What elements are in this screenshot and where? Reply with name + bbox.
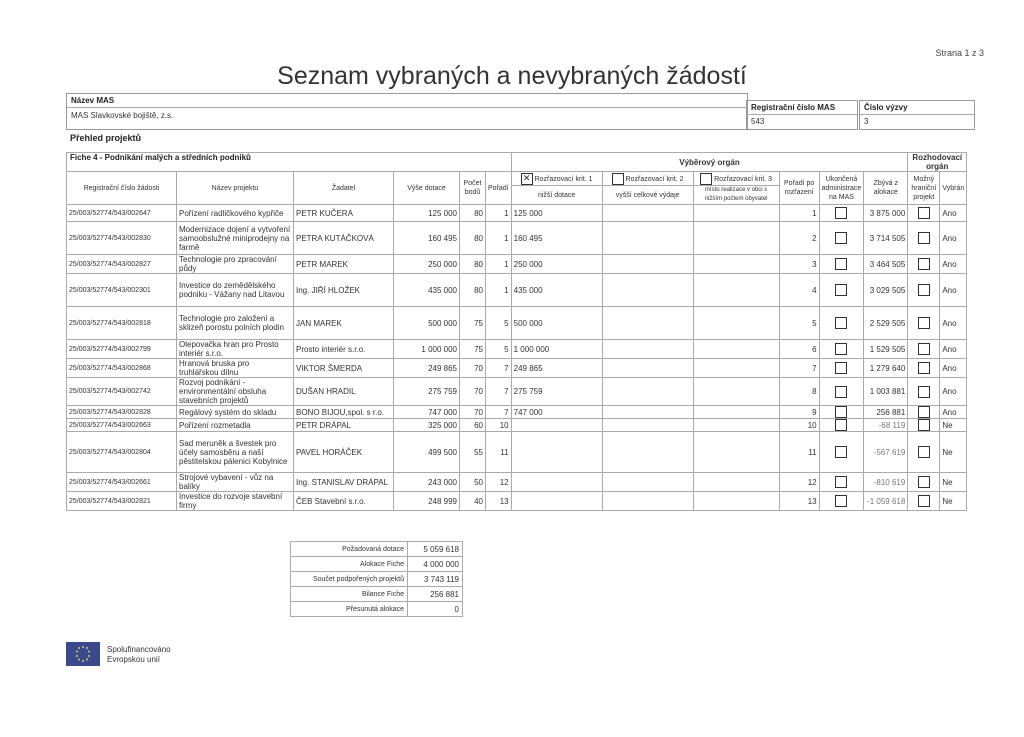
reg-no-cell: 25/003/52774/543/002830 (67, 222, 177, 255)
header-selected: Vybrán (940, 172, 967, 205)
header-amount: Výše dotace (394, 172, 460, 205)
header-crit2-sub: vyšší celkové výdaje (602, 186, 693, 205)
checkbox[interactable] (835, 495, 847, 507)
amount-cell: 243 000 (394, 473, 460, 492)
completed-cell[interactable] (819, 274, 864, 307)
checkbox[interactable] (918, 362, 930, 374)
order-cell: 13 (486, 492, 512, 511)
selected-cell: Ano (940, 222, 967, 255)
project-name-cell: Regálový systém do skladu (177, 406, 294, 419)
reg-no-cell: 25/003/52774/543/002804 (67, 432, 177, 473)
possible-cell[interactable] (908, 307, 940, 340)
remaining-cell: -810 619 (864, 473, 908, 492)
summary-row (291, 557, 463, 572)
order-cell: 5 (486, 307, 512, 340)
eu-cofinanced-text: Spolufinancováno Evropskou unií (107, 645, 171, 664)
fiche-label: Fiche 4 - Podnikání malých a středních podniků (70, 153, 251, 162)
remaining-cell: 256 881 (864, 406, 908, 419)
points-cell: 55 (460, 432, 486, 473)
checkbox[interactable] (918, 317, 930, 329)
summary-value: 4 000 000 (408, 557, 463, 572)
crit1-value-cell: 160 495 (511, 222, 602, 255)
amount-cell: 747 000 (394, 406, 460, 419)
order-cell: 7 (486, 406, 512, 419)
order-after-cell: 4 (779, 274, 819, 307)
header-crit1-sub: nižší dotace (511, 186, 602, 205)
selected-cell: Ano (940, 307, 967, 340)
table-row (67, 307, 967, 340)
points-cell: 80 (460, 222, 486, 255)
points-cell: 70 (460, 359, 486, 378)
crit3-checkbox[interactable] (700, 173, 712, 185)
crit1-value-cell: 435 000 (511, 274, 602, 307)
remaining-cell: -1 059 618 (864, 492, 908, 511)
checkbox[interactable] (835, 343, 847, 355)
checkbox[interactable] (835, 419, 847, 431)
possible-cell[interactable] (908, 378, 940, 406)
selected-cell: Ano (940, 340, 967, 359)
order-after-cell: 3 (779, 255, 819, 274)
order-after-cell: 7 (779, 359, 819, 378)
applicant-cell: PETR KUČERA (294, 205, 394, 222)
crit2-value-cell (602, 378, 693, 406)
crit1-checkbox[interactable]: ✕ (521, 173, 533, 185)
applicant-cell: Ing. JIŘÍ HLOŽEK (294, 274, 394, 307)
summary-value: 256 881 (408, 587, 463, 602)
order-after-cell: 13 (779, 492, 819, 511)
call-value: 3 (864, 117, 869, 126)
checkbox[interactable] (835, 476, 847, 488)
amount-cell: 435 000 (394, 274, 460, 307)
crit3-value-cell (693, 492, 779, 511)
order-cell: 1 (486, 274, 512, 307)
completed-cell[interactable] (819, 340, 864, 359)
project-name-cell: Strojové vybavení - vůz na balíky (177, 473, 294, 492)
remaining-cell: 1 003 881 (864, 378, 908, 406)
possible-cell[interactable] (908, 222, 940, 255)
completed-cell[interactable] (819, 222, 864, 255)
crit3-value-cell (693, 378, 779, 406)
points-cell: 60 (460, 419, 486, 432)
page-number: Strana 1 z 3 (935, 48, 984, 58)
projects-table (66, 152, 967, 511)
crit1-value-cell: 249 865 (511, 359, 602, 378)
summary-label: Přesunutá alokace (291, 602, 408, 617)
completed-cell[interactable] (819, 473, 864, 492)
project-name-cell: Technologie pro založení a sklizeň porostu polních plodin (177, 307, 294, 340)
table-row (67, 205, 967, 222)
crit3-value-cell (693, 359, 779, 378)
header-crit1: ✕ Rozřazovací krit. 1 (511, 172, 602, 186)
checkbox[interactable] (918, 495, 930, 507)
crit1-value-cell: 1 000 000 (511, 340, 602, 359)
selected-cell: Ano (940, 255, 967, 274)
applicant-cell: PETR DRÁPAL (294, 419, 394, 432)
checkbox[interactable] (835, 258, 847, 270)
summary-row (291, 587, 463, 602)
registration-label: Registrační číslo MAS (751, 103, 836, 112)
table-row (67, 222, 967, 255)
crit1-value-cell: 500 000 (511, 307, 602, 340)
order-cell: 5 (486, 340, 512, 359)
crit2-value-cell (602, 340, 693, 359)
crit2-value-cell (602, 432, 693, 473)
header-crit2: Rozřazovací krit. 2 (602, 172, 693, 186)
header-points: Počet bodů (460, 172, 486, 205)
points-cell: 70 (460, 406, 486, 419)
crit3-value-cell (693, 432, 779, 473)
order-after-cell: 10 (779, 419, 819, 432)
selected-cell: Ne (940, 473, 967, 492)
applicant-cell: ČEB Stavební s.r.o. (294, 492, 394, 511)
header-order: Pořadí (486, 172, 512, 205)
selected-cell: Ano (940, 205, 967, 222)
selected-cell: Ano (940, 359, 967, 378)
order-after-cell: 8 (779, 378, 819, 406)
crit2-value-cell (602, 274, 693, 307)
order-after-cell: 9 (779, 406, 819, 419)
possible-cell[interactable] (908, 274, 940, 307)
checkbox[interactable] (835, 317, 847, 329)
possible-cell[interactable] (908, 255, 940, 274)
header-remaining: Zbývá z alokace (864, 172, 908, 205)
amount-cell: 250 000 (394, 255, 460, 274)
points-cell: 80 (460, 205, 486, 222)
points-cell: 75 (460, 340, 486, 359)
summary-row (291, 542, 463, 557)
order-cell: 12 (486, 473, 512, 492)
points-cell: 50 (460, 473, 486, 492)
checkbox[interactable] (835, 406, 847, 418)
overview-label: Přehled projektů (70, 133, 142, 143)
table-row (67, 473, 967, 492)
selected-cell: Ano (940, 406, 967, 419)
selected-cell: Ne (940, 492, 967, 511)
table-row (67, 378, 967, 406)
order-cell: 1 (486, 222, 512, 255)
points-cell: 80 (460, 274, 486, 307)
table-row (67, 419, 967, 432)
crit1-value-cell: 250 000 (511, 255, 602, 274)
points-cell: 75 (460, 307, 486, 340)
page-title: Seznam vybraných a nevybraných žádostí (277, 62, 747, 90)
project-name-cell: Investice do rozvoje stavební firmy (177, 492, 294, 511)
crit3-value-cell (693, 222, 779, 255)
header-completed: Ukončená administrace na MAS (819, 172, 864, 205)
completed-cell[interactable] (819, 419, 864, 432)
amount-cell: 500 000 (394, 307, 460, 340)
crit1-value-cell (511, 492, 602, 511)
header-order-after: Pořadí po rozřazení (779, 172, 819, 205)
checkbox[interactable] (835, 362, 847, 374)
amount-cell: 125 000 (394, 205, 460, 222)
checkbox[interactable] (835, 386, 847, 398)
order-after-cell: 2 (779, 222, 819, 255)
checkbox[interactable] (918, 284, 930, 296)
header-project: Název projektu (177, 172, 294, 205)
summary-table (290, 541, 463, 617)
reg-no-cell: 25/003/52774/543/002868 (67, 359, 177, 378)
summary-value: 5 059 618 (408, 542, 463, 557)
remaining-cell: 3 714 505 (864, 222, 908, 255)
order-after-cell: 11 (779, 432, 819, 473)
reg-no-cell: 25/003/52774/543/002742 (67, 378, 177, 406)
crit1-value-cell: 125 000 (511, 205, 602, 222)
applicant-cell: JAN MAREK (294, 307, 394, 340)
call-box (859, 100, 975, 130)
mas-value: MAS Slavkovské bojiště, z.s. (71, 111, 174, 120)
completed-cell[interactable] (819, 255, 864, 274)
summary-row (291, 602, 463, 617)
order-after-cell: 1 (779, 205, 819, 222)
registration-value: 543 (751, 117, 765, 126)
remaining-cell: 2 529 505 (864, 307, 908, 340)
header-crit3-sub: místo realizace v obci s nižším počtem obyvatel (693, 186, 779, 205)
summary-label: Požadovaná dotace (291, 542, 408, 557)
crit3-value-cell (693, 255, 779, 274)
summary-value: 3 743 119 (408, 572, 463, 587)
decision-body-header: Rozhodovací orgán (908, 153, 967, 172)
registration-box (746, 100, 858, 130)
checkbox[interactable] (918, 419, 930, 431)
mas-box (66, 93, 748, 130)
crit2-checkbox[interactable] (612, 173, 624, 185)
table-row (67, 274, 967, 307)
order-cell: 1 (486, 205, 512, 222)
crit2-value-cell (602, 205, 693, 222)
reg-no-cell: 25/003/52774/543/002301 (67, 274, 177, 307)
checkbox[interactable] (918, 207, 930, 219)
crit2-value-cell (602, 307, 693, 340)
order-after-cell: 12 (779, 473, 819, 492)
amount-cell: 160 495 (394, 222, 460, 255)
reg-no-cell: 25/003/52774/543/002647 (67, 205, 177, 222)
completed-cell[interactable] (819, 205, 864, 222)
checkbox[interactable] (835, 284, 847, 296)
applicant-cell: PETRA KUTÁČKOVÁ (294, 222, 394, 255)
table-row (67, 255, 967, 274)
crit3-value-cell (693, 473, 779, 492)
checkbox[interactable] (918, 258, 930, 270)
possible-cell[interactable] (908, 205, 940, 222)
summary-label: Alokace Fiche (291, 557, 408, 572)
header-possible: Možný hraniční projekt (908, 172, 940, 205)
possible-cell[interactable] (908, 473, 940, 492)
checkbox[interactable] (918, 476, 930, 488)
remaining-cell: 3 875 000 (864, 205, 908, 222)
project-name-cell: Sad meruněk a švestek pro účely samosběru a naší pěstitelskou pálenici Kobylnice (177, 432, 294, 473)
remaining-cell: -567 619 (864, 432, 908, 473)
crit1-value-cell (511, 432, 602, 473)
selected-cell: Ano (940, 378, 967, 406)
call-label: Číslo výzvy (864, 103, 908, 112)
crit1-value-cell (511, 419, 602, 432)
amount-cell: 499 500 (394, 432, 460, 473)
header-crit3: Rozřazovací krit. 3 (693, 172, 779, 186)
amount-cell: 325 000 (394, 419, 460, 432)
remaining-cell: 1 279 640 (864, 359, 908, 378)
summary-value: 0 (408, 602, 463, 617)
crit1-value-cell: 747 000 (511, 406, 602, 419)
project-name-cell: Technologie pro zpracování půdy (177, 255, 294, 274)
applicant-cell: Prosto interiér s.r.o. (294, 340, 394, 359)
reg-no-cell: 25/003/52774/543/002661 (67, 473, 177, 492)
crit3-value-cell (693, 340, 779, 359)
completed-cell[interactable] (819, 406, 864, 419)
crit2-value-cell (602, 222, 693, 255)
amount-cell: 249 865 (394, 359, 460, 378)
crit2-value-cell (602, 473, 693, 492)
project-name-cell: Pořízení radličkového kypřiče (177, 205, 294, 222)
selected-cell: Ne (940, 432, 967, 473)
checkbox[interactable] (835, 207, 847, 219)
project-name-cell: Investice do zemědělského podniku - Vážany nad Litavou (177, 274, 294, 307)
remaining-cell: 3 464 505 (864, 255, 908, 274)
project-name-cell: Olepovačka hran pro Prosto interiér s.r.o. (177, 340, 294, 359)
order-cell: 7 (486, 359, 512, 378)
checkbox[interactable] (918, 343, 930, 355)
table-row (67, 492, 967, 511)
crit2-value-cell (602, 255, 693, 274)
applicant-cell: DUŠAN HRADIL (294, 378, 394, 406)
summary-row (291, 572, 463, 587)
eu-flag-icon (66, 642, 100, 666)
mas-label: Název MAS (71, 96, 115, 105)
crit1-value-cell (511, 473, 602, 492)
crit3-value-cell (693, 205, 779, 222)
order-after-cell: 6 (779, 340, 819, 359)
crit2-value-cell (602, 419, 693, 432)
crit3-value-cell (693, 419, 779, 432)
amount-cell: 248 999 (394, 492, 460, 511)
amount-cell: 1 000 000 (394, 340, 460, 359)
project-name-cell: Hranová bruska pro truhlářskou dílnu (177, 359, 294, 378)
project-name-cell: Modernizace dojení a vytvoření samoobslužné miniprodejny na farmě (177, 222, 294, 255)
applicant-cell: PAVEL HORÁČEK (294, 432, 394, 473)
reg-no-cell: 25/003/52774/543/002663 (67, 419, 177, 432)
applicant-cell: BONO BIJOU,spol. s r.o. (294, 406, 394, 419)
crit1-value-cell: 275 759 (511, 378, 602, 406)
remaining-cell: -68 119 (864, 419, 908, 432)
reg-no-cell: 25/003/52774/543/002799 (67, 340, 177, 359)
completed-cell[interactable] (819, 307, 864, 340)
completed-cell[interactable] (819, 432, 864, 473)
table-row (67, 359, 967, 378)
table-row (67, 432, 967, 473)
reg-no-cell: 25/003/52774/543/002821 (67, 492, 177, 511)
checkbox[interactable] (918, 406, 930, 418)
summary-label: Bilance Fiche (291, 587, 408, 602)
crit2-value-cell (602, 492, 693, 511)
project-name-cell: Rozvoj podnikání - environmentální obsluha stavebních projektů (177, 378, 294, 406)
selected-cell: Ne (940, 419, 967, 432)
applicant-cell: PETR MAREK (294, 255, 394, 274)
table-row (67, 406, 967, 419)
applicant-cell: VIKTOR ŠMERDA (294, 359, 394, 378)
order-cell: 1 (486, 255, 512, 274)
header-reg-no: Registrační číslo žádosti (67, 172, 177, 205)
crit3-value-cell (693, 307, 779, 340)
remaining-cell: 1 529 505 (864, 340, 908, 359)
crit3-value-cell (693, 274, 779, 307)
possible-cell[interactable] (908, 432, 940, 473)
table-row (67, 340, 967, 359)
checkbox[interactable] (835, 446, 847, 458)
possible-cell[interactable] (908, 492, 940, 511)
applicant-cell: Ing. STANISLAV DRÁPAL (294, 473, 394, 492)
reg-no-cell: 25/003/52774/543/002827 (67, 255, 177, 274)
crit2-value-cell (602, 406, 693, 419)
order-cell: 11 (486, 432, 512, 473)
possible-cell[interactable] (908, 406, 940, 419)
completed-cell[interactable] (819, 359, 864, 378)
completed-cell[interactable] (819, 492, 864, 511)
checkbox[interactable] (918, 386, 930, 398)
points-cell: 40 (460, 492, 486, 511)
selected-cell: Ano (940, 274, 967, 307)
checkbox[interactable] (835, 232, 847, 244)
crit2-value-cell (602, 359, 693, 378)
project-name-cell: Pořízení rozmetadla (177, 419, 294, 432)
possible-cell[interactable] (908, 419, 940, 432)
remaining-cell: 3 029 505 (864, 274, 908, 307)
possible-cell[interactable] (908, 340, 940, 359)
order-after-cell: 5 (779, 307, 819, 340)
header-applicant: Žadatel (294, 172, 394, 205)
points-cell: 70 (460, 378, 486, 406)
order-cell: 7 (486, 378, 512, 406)
summary-label: Součet podpořených projektů (291, 572, 408, 587)
reg-no-cell: 25/003/52774/543/002828 (67, 406, 177, 419)
amount-cell: 275 759 (394, 378, 460, 406)
points-cell: 80 (460, 255, 486, 274)
checkbox[interactable] (918, 232, 930, 244)
selection-body-header: Výběrový orgán (511, 153, 908, 172)
possible-cell[interactable] (908, 359, 940, 378)
completed-cell[interactable] (819, 378, 864, 406)
crit3-value-cell (693, 406, 779, 419)
checkbox[interactable] (918, 446, 930, 458)
reg-no-cell: 25/003/52774/543/002818 (67, 307, 177, 340)
order-cell: 10 (486, 419, 512, 432)
